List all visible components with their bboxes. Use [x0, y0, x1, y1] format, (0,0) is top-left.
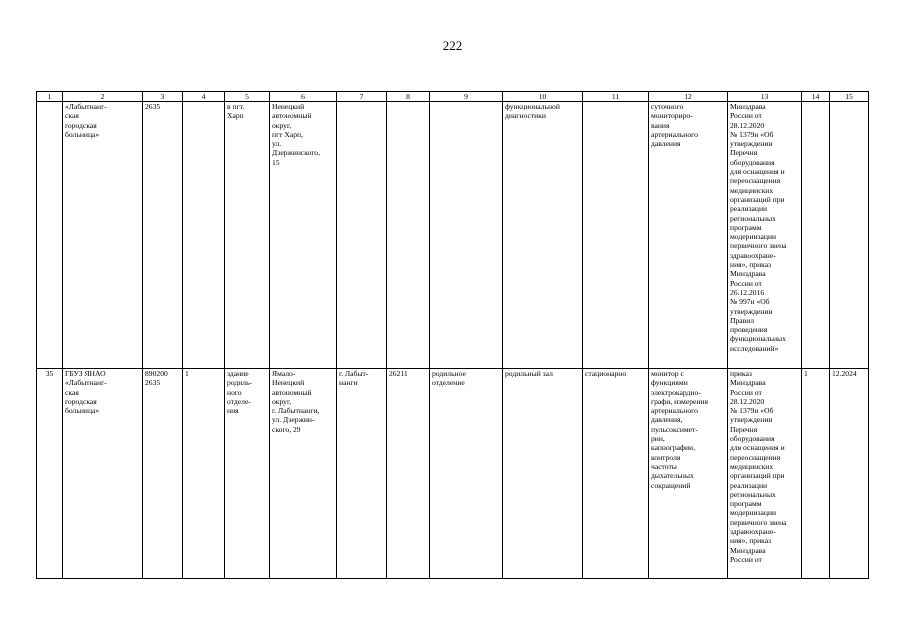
col-header-12: 12	[649, 92, 728, 102]
table-row	[37, 369, 869, 579]
table-cell: «Лабытнанг- ская городская больница»	[63, 102, 143, 369]
col-header-5: 5	[225, 92, 270, 102]
table-cell: Ненецкий автономный округ, пгт Харп, ул. Дзержинского, 15	[270, 102, 337, 369]
table-cell: ГБУЗ ЯНАО «Лабытнанг- ская городская больница»	[63, 369, 143, 579]
table-cell	[183, 102, 225, 369]
table-cell: приказ Минздрава России от 28.12.2020 № 1379н «Об утверждении Перечня оборудования для оснащения и переоснащения медицинских организаций при реализации региональных программ модернизации первичного звена здравоохране- ния», приказ Минздрава России от	[728, 369, 802, 579]
equipment-table	[36, 91, 869, 579]
table-cell: в пгт. Харп	[225, 102, 270, 369]
table-cell: 1	[183, 369, 225, 579]
table-cell	[387, 102, 430, 369]
table-cell: 890200 2635	[143, 369, 183, 579]
table-cell	[583, 102, 649, 369]
table-cell: Минздрава России от 28.12.2020 № 1379н «Об утверждении Перечня оборудования для оснащения и переоснащения медицинских организаций при реализации региональных программ модернизации первичного звена здравоохране- ния», приказ Минздрава России от 26.12.2016 № 997н «Об утверждении Правил проведения функциональных исследований»	[728, 102, 802, 369]
table-cell: 35	[37, 369, 63, 579]
col-header-4: 4	[183, 92, 225, 102]
header-row	[37, 92, 869, 102]
col-header-13: 13	[728, 92, 802, 102]
col-header-1: 1	[37, 92, 63, 102]
table-cell: родильное отделение	[430, 369, 503, 579]
table-cell	[37, 102, 63, 369]
table-cell: стационарно	[583, 369, 649, 579]
table-cell: суточного мониториро- вания артериального давления	[649, 102, 728, 369]
col-header-14: 14	[802, 92, 830, 102]
col-header-3: 3	[143, 92, 183, 102]
table-cell: Ямало- Ненецкий автономный округ, г. Лабытнанги, ул. Дзержин- ского, 29	[270, 369, 337, 579]
table-cell	[430, 102, 503, 369]
table-cell: г. Лабыт- нанги	[337, 369, 387, 579]
table-cell: родильный зал	[503, 369, 583, 579]
table-row	[37, 102, 869, 369]
col-header-9: 9	[430, 92, 503, 102]
col-header-8: 8	[387, 92, 430, 102]
table-cell: 2635	[143, 102, 183, 369]
table-cell	[802, 102, 830, 369]
col-header-10: 10	[503, 92, 583, 102]
col-header-6: 6	[270, 92, 337, 102]
table-cell: 12.2024	[830, 369, 869, 579]
table-cell: монитор с функциями электрокардио- графи, измерения артериального давления, пульсоксимет- рии, капнографии, контроля частоты дыхательных сокращений	[649, 369, 728, 579]
table-cell	[337, 102, 387, 369]
table-cell: 26211	[387, 369, 430, 579]
col-header-2: 2	[63, 92, 143, 102]
col-header-11: 11	[583, 92, 649, 102]
table-cell: 1	[802, 369, 830, 579]
col-header-15: 15	[830, 92, 869, 102]
page-number: 222	[442, 38, 463, 53]
table-cell: функциональной диагностики	[503, 102, 583, 369]
table-cell: здание родиль- ного отделе- ния	[225, 369, 270, 579]
col-header-7: 7	[337, 92, 387, 102]
table-cell	[830, 102, 869, 369]
